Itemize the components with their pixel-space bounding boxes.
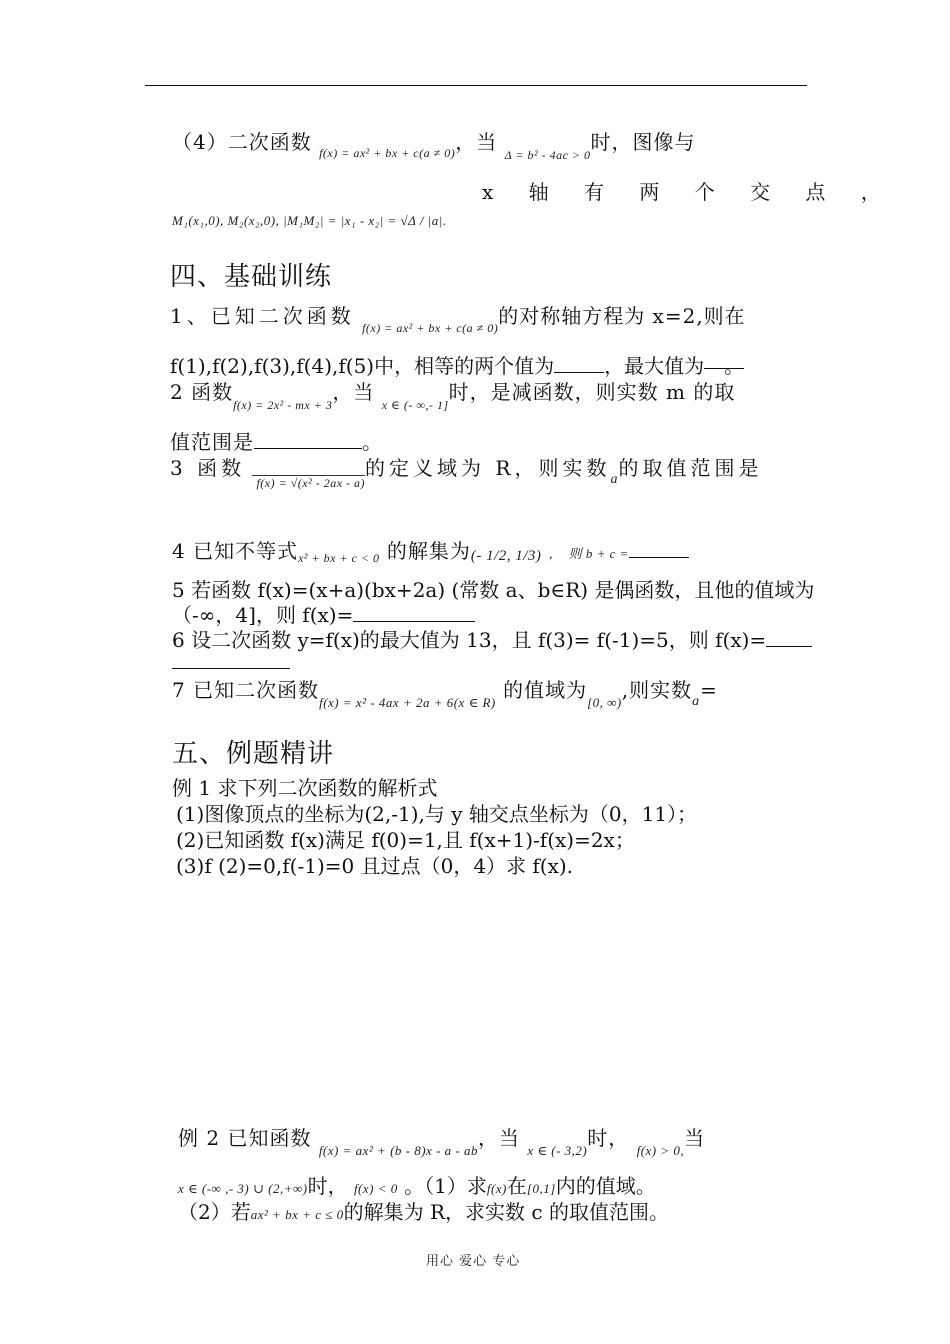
q5-line2: （-∞，4]，则 f(x)= [172,599,475,628]
q5-line1: 5 若函数 f(x)=(x+a)(bx+2a) (常数 a、b∈R) 是偶函数，且他的值域为 [172,578,815,602]
q4-line: 4 已知不等式$_{x^2 + bx + c < 0}$ 的解集为(- 1/2, 1/3) ， 则 b + c = [172,535,689,564]
section-title-basic-training: 四、基础训练 [170,262,333,292]
item4-formula-quadratic: f(x) = ax² + bx + c(a ≠ 0) [319,146,456,160]
ex1-item3: (3)f (2)=0,f(-1)=0 且过点（0，4）求 f(x). [176,854,574,878]
q7-line: 7 已知二次函数$_{f(x) = x^2 - 4ax + 2a + 6(x \in R)}$ 的值域为$_{[0, \infty)}$,则实数$_a$= [172,678,718,710]
item4-text-when: ，当 [455,130,498,154]
q6-blank-part1[interactable] [766,628,812,647]
q3-line: 3 函数 $_{f(x) = √(x^2 - 2ax - a)}$的定义域为 R，则实数$_a$的取值范围是 [170,456,763,490]
item4-text-graph: 时，图像与 [590,130,696,154]
ex2-negative: f(x) < 0 [353,1181,398,1196]
ex2-positive: f(x) > 0, [636,1143,685,1158]
ex2-line2: x ∈ (-∞ ,- 3) ∪ (2,+∞)时， f(x) < 0 。（1）求f(x)在[0,1]内的值域。 [178,1174,656,1198]
q1-line1: 1、已知二次函数 $_{f(x) = ax^2 + bx + c(a \ne 0)}$的对称轴方程为 x=2,则在 [170,304,746,335]
q7-range: [0, ∞) [587,695,622,710]
item4-formula-distance: M₁(x₁,0), M₂(x₂,0), |M₁M₂| = |x₁ - x₂| = √Δ / |a|. [172,213,447,228]
q5-blank[interactable] [353,603,475,622]
section-title-examples: 五、例题精讲 [172,739,335,769]
item4-line2: x 轴 有 两 个 交 点 ， [482,180,896,204]
ex2-line3: （2）若ax² + bx + c ≤ 0的解集为 R，求实数 c 的取值范围。 [178,1200,669,1224]
q4-solution-set: (- 1/2, 1/3) [470,548,542,564]
ex2-inequality: ax² + bx + c ≤ 0 [250,1207,344,1222]
q6-line1: 6 设二次函数 y=f(x)的最大值为 13，且 f(3)= f(-1)=5，则 f(x)= [172,624,812,653]
item4-line1 [172,126,696,162]
q2-interval: x ∈ (- ∞,- 1] [381,398,449,412]
q1-line2: f(1),f(2),f(3),f(4),f(5)中，相等的两个值为 ，最大值为 。 [170,350,744,379]
q1-formula: f(x) = ax² + bx + c(a ≠ 0) [362,321,499,335]
ex1-item2: (2)已知函数 f(x)满足 f(0)=1,且 f(x+1)-f(x)=2x； [176,828,635,852]
ex2-domain: [0,1] [526,1181,556,1196]
ex2-function: f(x) = ax² + (b - 8)x - a - ab [318,1143,478,1158]
item4-text: （4）二次函数 [172,130,312,154]
q4-expression: 则 b + c = [568,546,629,561]
q6-blank-part2[interactable] [172,668,290,669]
q4-inequality: x² + bx + c < 0 [298,551,380,565]
q2-blank[interactable] [254,430,362,449]
q4-blank[interactable] [629,539,689,558]
q2-line1: 2 函数$_{f(x) = 2x^2 - mx + 3}$，当 $_{x \in (- \infty,- 1]}$时，是减函数，则实数 m 的取 [170,380,736,412]
item4-formula-discriminant: Δ = b² - 4ac > 0 [504,148,591,162]
q1-blank-equal[interactable] [554,354,604,373]
ex1-item1: (1)图像顶点的坐标为(2,-1),与 y 轴交点坐标为（0，11）； [176,802,698,826]
ex2-line1: 例 2 已知函数 $_{f(x) = ax^2 + (b - 8)x - a - ab}$，当 $_{x \in (- 3,2)}$时， $_{f(x) > 0,}$当 [178,1126,706,1158]
q2-line2: 值范围是 。 [170,430,383,454]
q2-formula: f(x) = 2x² - mx + 3 [233,398,333,412]
q1-blank-max[interactable]: 。 [704,350,744,369]
q7-formula: f(x) = x² - 4ax + 2a + 6(x ∈ R) [319,695,496,710]
page-footer: 用心 爱心 专心 [426,1254,521,1269]
ex2-interval2: x ∈ (-∞ ,- 3) ∪ (2,+∞) [178,1181,308,1196]
ex2-interval1: x ∈ (- 3,2) [527,1143,588,1158]
header-rule [145,85,807,86]
q3-formula: f(x) = √(x² - 2ax - a) [252,475,365,490]
ex1-title: 例 1 求下列二次函数的解析式 [172,776,438,800]
